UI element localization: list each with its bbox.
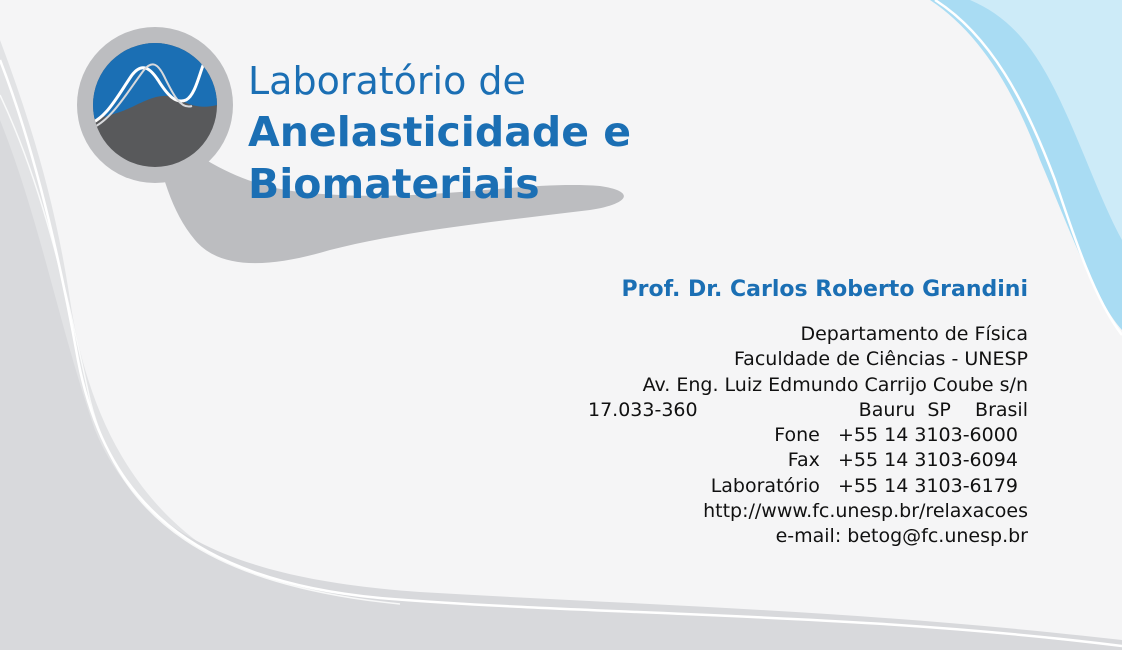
country: Brasil [975,398,1028,421]
website-line[interactable]: http://www.fc.unesp.br/relaxacoes [703,500,1028,523]
email-line [588,524,1028,549]
email-label: e-mail: [775,525,842,548]
lab-phone-line [588,474,1028,499]
city: Bauru [858,398,916,421]
lab-phone-number: +55 14 3103-6179 [838,474,1018,497]
city-state-country [859,398,1028,423]
lab-title-line3: Biomateriais [248,160,540,208]
lab-phone-label: Laboratório [710,474,820,497]
email-address[interactable]: betog@fc.unesp.br [847,525,1028,548]
lab-title-line2: Anelasticidade e [248,108,632,156]
department-line: Departamento de Física [800,323,1028,345]
contact-name: Prof. Dr. Carlos Roberto Grandini [621,277,1028,302]
zip-code: 17.033-360 [588,398,698,421]
fax-label: Fax [787,449,820,472]
state: SP [927,398,951,421]
city-line [588,398,1028,423]
phone-label: Fone [774,424,820,447]
contact-info [588,322,1028,550]
phone-number: +55 14 3103-6000 [838,424,1018,447]
street-line: Av. Eng. Luiz Edmundo Carrijo Coube s/n [642,373,1028,396]
lab-logo-icon [77,27,233,183]
fax-number: +55 14 3103-6094 [838,449,1018,472]
faculty-line: Faculdade de Ciências - UNESP [734,348,1028,371]
phone-line [588,423,1028,448]
fax-line [588,448,1028,473]
lab-title-line1: Laboratório de [248,59,526,103]
